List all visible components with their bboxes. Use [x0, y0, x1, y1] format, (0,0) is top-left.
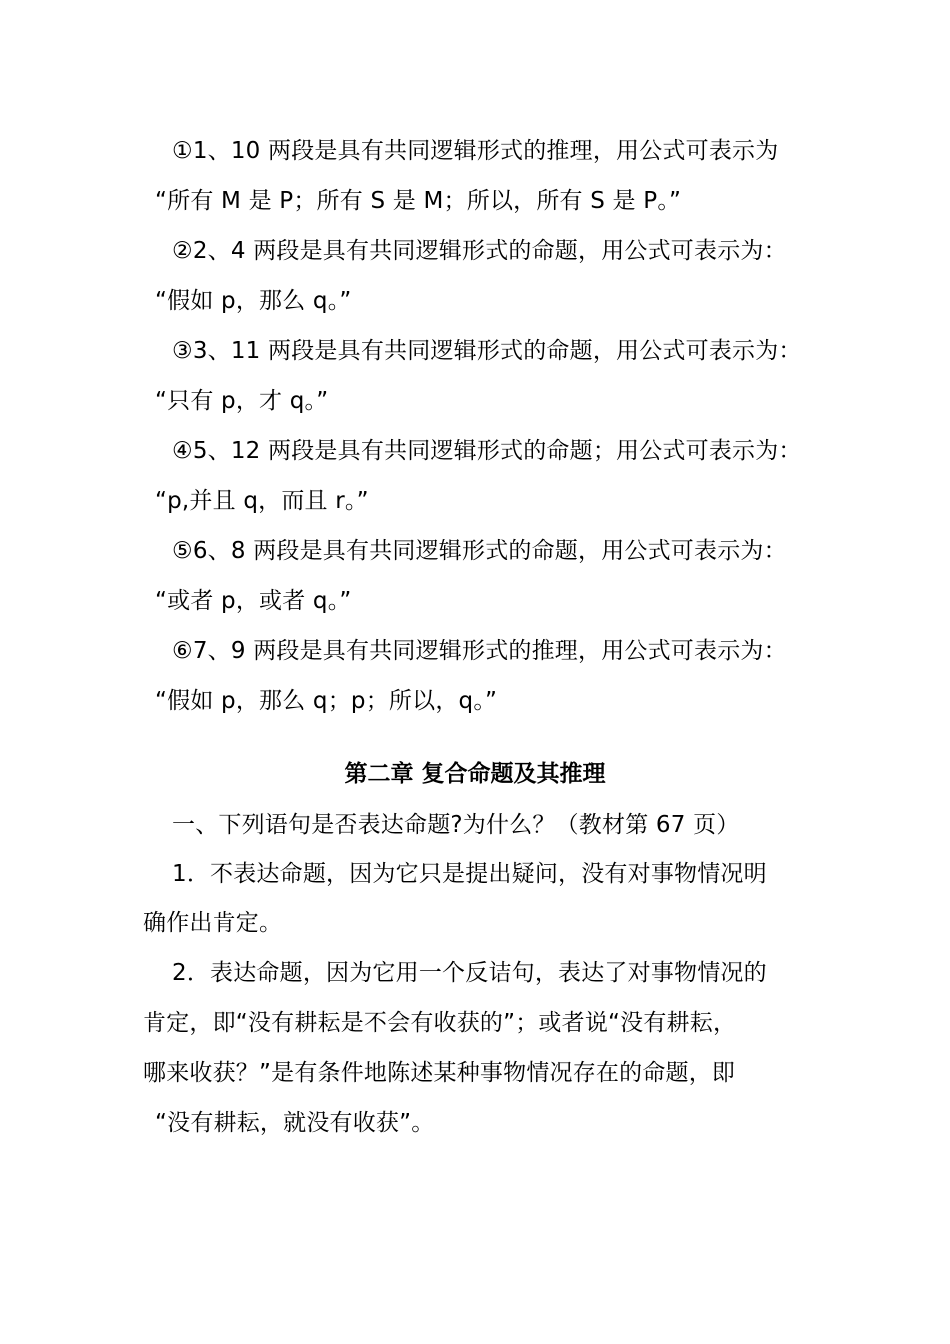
answer-2-line-2: 肯定，即“没有耕耘是不会有收获的”；或者说“没有耕耘， — [143, 1010, 737, 1036]
formula-2-expression: “假如 p，那么 q。” — [155, 288, 352, 314]
answer-2-line-4: “没有耕耘，就没有收获”。 — [155, 1110, 435, 1136]
answer-1-line-2: 确作出肯定。 — [143, 910, 283, 936]
chapter-heading: 第二章 复合命题及其推理 — [344, 761, 606, 787]
formula-6-expression: “假如 p，那么 q；p；所以，q。” — [155, 688, 498, 714]
formula-3-intro: ③3、11 两段是具有共同逻辑形式的命题，用公式可表示为： — [172, 338, 802, 364]
formula-4-intro: ④5、12 两段是具有共同逻辑形式的命题；用公式可表示为： — [172, 438, 802, 464]
formula-2-intro: ②2、4 两段是具有共同逻辑形式的命题，用公式可表示为： — [172, 238, 787, 264]
formula-1-expression: “所有 M 是 P；所有 S 是 M；所以，所有 S 是 P。” — [155, 188, 682, 214]
formula-6-intro: ⑥7、9 两段是具有共同逻辑形式的推理，用公式可表示为： — [172, 638, 787, 664]
formula-1-intro: ①1、10 两段是具有共同逻辑形式的推理，用公式可表示为 — [172, 138, 779, 164]
formula-5-expression: “或者 p，或者 q。” — [155, 588, 352, 614]
question-line: 一、下列语句是否表达命题?为什么？（教材第 67 页） — [172, 812, 740, 838]
formula-3-expression: “只有 p，才 q。” — [155, 388, 329, 414]
formula-5-intro: ⑤6、8 两段是具有共同逻辑形式的命题，用公式可表示为： — [172, 538, 787, 564]
answer-1-line-1: 1．不表达命题，因为它只是提出疑问，没有对事物情况明 — [172, 861, 767, 887]
answer-2-line-3: 哪来收获？”是有条件地陈述某种事物情况存在的命题，即 — [143, 1060, 736, 1086]
answer-2-line-1: 2．表达命题，因为它用一个反诘句，表达了对事物情况的 — [172, 960, 767, 986]
formula-4-expression: “p,并且 q，而且 r。” — [155, 488, 369, 514]
